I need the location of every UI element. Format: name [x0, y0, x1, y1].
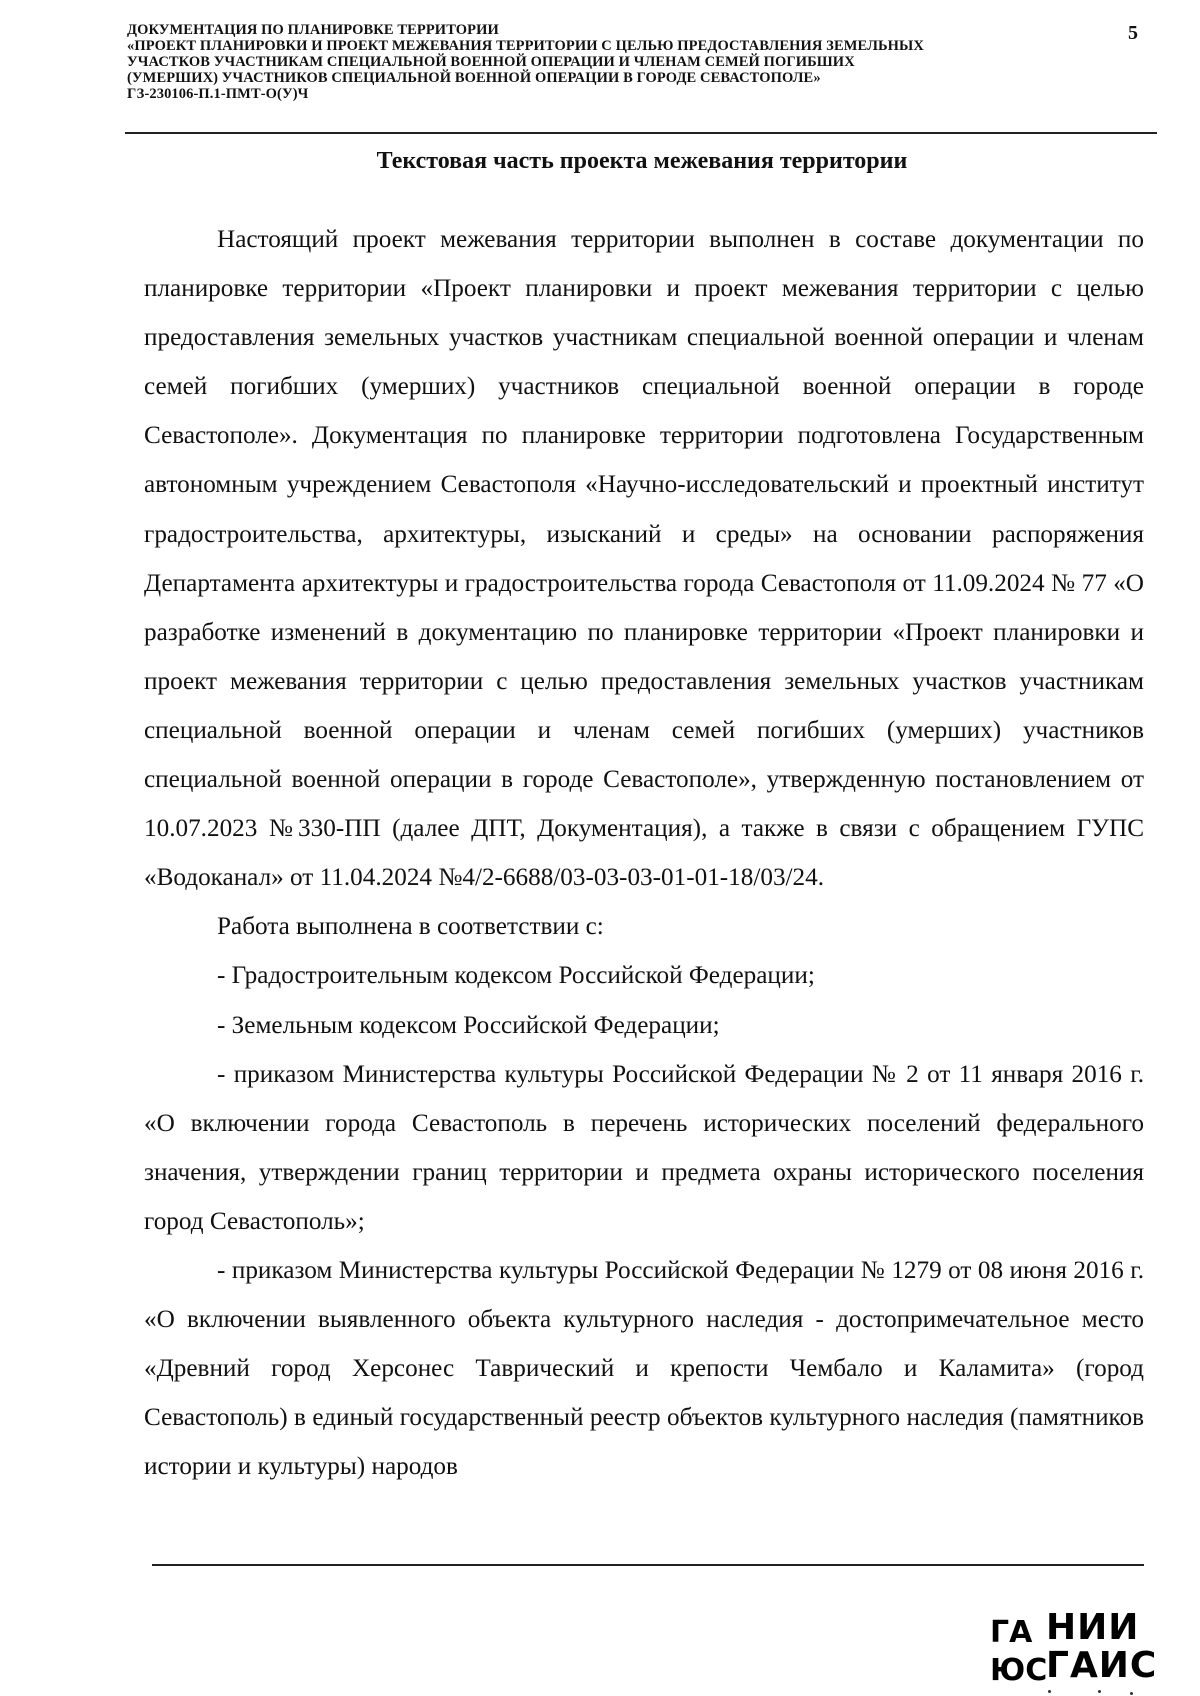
paragraph-compliance-lead: Работа выполнена в соответствии с:: [217, 913, 604, 941]
logo-mark-top: ГА: [990, 1615, 1033, 1650]
list-item-gradostroitelny-kodeks: - Градостроительным кодексом Российской Федерации;: [217, 962, 815, 990]
scan-speck: [1048, 1690, 1051, 1693]
header-line-3: УЧАСТКОВ УЧАСТНИКАМ СПЕЦИАЛЬНОЙ ВОЕННОЙ ОПЕРАЦИИ И ЧЛЕНАМ СЕМЕЙ ПОГИБШИХ: [127, 54, 855, 70]
institute-logo: [990, 1607, 1180, 1688]
document-code: ГЗ-230106-П.1-ПМТ-О(У)Ч: [127, 86, 309, 102]
scan-speck: [1098, 1690, 1101, 1693]
page-title: Текстовая часть проекта межевания территории: [376, 148, 908, 174]
header-line-1: ДОКУМЕНТАЦИЯ ПО ПЛАНИРОВКЕ ТЕРРИТОРИИ: [127, 22, 499, 38]
document-header: [127, 22, 1137, 102]
list-item-prikaz-1279: - приказом Министерства культуры Российской Федерации № 1279 от 08 июня 2016 г. «О включении выявленного объекта культурного наследия - достопримечательное место «Древний город Херсонес Таврический и крепости Чембало и Каламита» (город Севастополь) в единый государственный реестр объектов культурного наследия (памятников истории и культуры) народов: [144, 1256, 1144, 1481]
document-body: [144, 215, 1144, 1491]
logo-mark-bottom: ЮС: [990, 1653, 1048, 1688]
list-item-zemelny-kodeks: - Земельным кодексом Российской Федерации;: [217, 1011, 720, 1039]
page-number: 5: [1128, 22, 1138, 44]
footer-divider: [152, 1564, 1144, 1566]
logo-text-nii: НИИ: [1046, 1607, 1140, 1648]
scan-speck: [1130, 1692, 1133, 1695]
logo-text-gais: ГАИС: [1046, 1645, 1158, 1686]
list-item-prikaz-2: - приказом Министерства культуры Российской Федерации № 2 от 11 января 2016 г. «О включении города Севастополь в перечень исторических поселений федерального значения, утверждении границ территории и предмета охраны исторического поселения город Севастополь»;: [144, 1060, 1144, 1235]
header-line-4: (УМЕРШИХ) УЧАСТНИКОВ СПЕЦИАЛЬНОЙ ВОЕННОЙ ОПЕРАЦИИ В ГОРОДЕ СЕВАСТОПОЛЕ»: [127, 70, 821, 86]
paragraph-intro: Настоящий проект межевания территории выполнен в составе документации по планировке территории «Проект планировки и проект межевания территории с целью предоставления земельных участков участникам специальной военной операции и членам семей погибших (умерших) участников специальной военной операции в городе Севастополе». Документация по планировке территории подготовлена Государственным автономным учреждением Севастополя «Научно-исследовательский и проектный институт градостроительства, архитектуры, изысканий и среды» на основании распоряжения Департамента архитектуры и градостроительства города Севастополя от 11.09.2024 № 77 «О разработке изменений в документацию по планировке территории «Проект планировки и проект межевания территории с целью предоставления земельных участков участникам специальной военной операции и членам семей погибших (умерших) участников специальной военной операции в городе Севастополе», утвержденную постановлением от 10.07.2023 №330-ПП (далее ДПТ, Документация), а также в связи с обращением ГУПС «Водоканал» от 11.04.2024 №4/2-6688/03-03-03-01-01-18/03/24.: [144, 226, 1144, 892]
logo-mark-icon: [990, 1610, 1048, 1688]
header-line-2: «ПРОЕКТ ПЛАНИРОВКИ И ПРОЕКТ МЕЖЕВАНИЯ ТЕРРИТОРИИ С ЦЕЛЬЮ ПРЕДОСТАВЛЕНИЯ ЗЕМЕЛЬНЫХ: [127, 38, 924, 54]
header-divider: [125, 132, 1157, 134]
